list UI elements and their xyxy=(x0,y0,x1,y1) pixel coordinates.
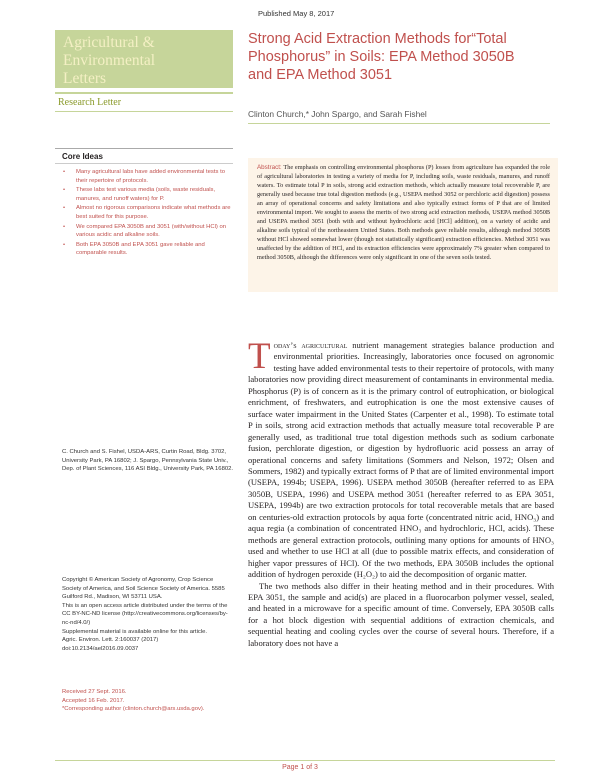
copyright-block xyxy=(62,576,234,653)
bullet-icon: • xyxy=(63,223,66,230)
footer-divider xyxy=(55,760,555,761)
article-title xyxy=(248,30,568,84)
section-label: Research Letter xyxy=(58,97,122,108)
drop-cap: T xyxy=(248,336,271,377)
core-idea-text: Almost no rigorous comparisons indicate what methods are best suited for this purpose. xyxy=(76,205,231,220)
body-paragraph: The two methods also differ in their heating method and in their procedures. With EPA 3051, the sample and acid(s) are placed in a fluorocarbon polymer vessel, sealed, and heated in a microwave for a specific amount of time. Conversely, EPA 3050B calls for a hot block digestion with sequential additions of extraction chemicals, and sequential heating and cooling cycles over the course of several hours. Therefore, if a laboratory does not have a xyxy=(248,580,554,648)
journal-name xyxy=(63,34,155,88)
doi: doi:10.2134/ael2016.09.0037 xyxy=(62,645,139,652)
core-idea-item xyxy=(62,186,232,203)
bullet-icon: • xyxy=(63,205,66,212)
core-idea-text: We compared EPA 3050B and 3051 (with/without HCl) on various acidic and alkaline soils. xyxy=(76,223,227,239)
license-notice: This is an open access article distributed under the terms of the CC BY-NC-ND license (http://creativecommons.org/licenses/by-nc-nd/4.0/) xyxy=(62,602,228,626)
core-idea-text: These labs test various media (soils, waste residuals, manures, and runoff waters) for P. xyxy=(76,187,216,202)
core-idea-text: Both EPA 3050B and EPA 3051 gave reliable and comparable results. xyxy=(76,241,205,257)
title-line: and EPA Method 3051 xyxy=(248,67,393,83)
received-date: Received 27 Sept. 2016. xyxy=(62,689,127,695)
author-affiliations: C. Church and S. Fishel, USDA-ARS, Curtin Road, Bldg. 3702, University Park, PA 16802; J. Spargo, Pennsylvania State Univ., Dep. of Plant Sciences, 116 ASI Bldg., University Park, PA 16802. xyxy=(62,449,234,472)
body-text xyxy=(248,336,555,649)
core-idea-item xyxy=(62,204,232,221)
corresponding-author: *Corresponding author (clinton.church@ars.usda.gov). xyxy=(62,706,205,712)
section-divider xyxy=(55,111,233,112)
journal-name-line: Letters xyxy=(63,70,107,87)
lead-in: oday’s agricultural xyxy=(273,340,348,350)
core-ideas-list xyxy=(62,168,232,259)
core-idea-text: Many agricultural labs have added environmental tests to their repertoire of protocols. xyxy=(76,169,225,184)
article-dates xyxy=(62,688,242,714)
core-ideas-rule xyxy=(55,163,233,164)
core-idea-item xyxy=(62,223,232,240)
core-ideas-title: Core Ideas xyxy=(62,152,103,161)
accepted-date: Accepted 16 Feb. 2017. xyxy=(62,697,125,704)
abstract xyxy=(257,164,550,262)
page-number: Page 1 of 3 xyxy=(282,764,318,771)
core-idea-item xyxy=(62,168,232,185)
body-paragraph xyxy=(248,336,555,581)
journal-name-line: Environmental xyxy=(63,52,156,69)
bullet-icon: • xyxy=(63,169,66,175)
supplemental-notice: Supplemental material is available online for this article. xyxy=(62,628,208,635)
journal-divider xyxy=(55,92,233,94)
copyright-notice: Copyright © American Society of Agronomy, Crop Science Society of America, and Soil Science Society of America. 5585 Guilford Rd., Madison, WI 53711 USA. xyxy=(62,577,225,601)
title-line: Phosphorus” in Soils: EPA Method 3050B xyxy=(248,49,515,65)
abstract-label: Abstract: xyxy=(257,164,282,171)
paragraph-text: nutrient management strategies balance production and environmental priorities. Increasingly, laboratories once focused on agronomic testing have added environmental tests to their repertoire of protocols, with many laboratories now providing direct measurement of contaminants in environmental media. Phosphorus (P) is of concern as it is the primary control of eutrophication, or biological enrichment, of freshwaters, and eutrophication is one the most extensive causes of surface water impairment in the United States (Carpenter et al., 1998). To estimate total P in soils, strong acid extraction methods that actually measure total recoverable P are generally used, as traditional true total digestion methods such as sodium carbonate fusion, perchlorate digestion, or digestion by hydrofluoric acid possess an array of operational concerns and safety limitations (Sommers and Nelson, 1972; Olsen and Sommers, 1982) and typically extract forms of P that are of limited environmental import (USEPA, 1994b; USEPA, 1996). USEPA method 3050B (hereafter referred to as EPA 3050B, USEPA, 1996) and USEPA method 3051 (hereafter referred to as EPA 3051, USEPA, 1994b) are two extraction protocols for total recoverable metals that are based on centuries-old extraction protocols by aqua forte (concentrated nitric acid, HNO₃) and aqua regia (a combination of concentrated HNO₃ and hydrochloric, HCl, acids). These methods are general extraction protocols, outlining many options for amounts of HNO₃ used and whether to use HCl at all (due to possible matrix effects, and consideration of higher vapor pressures of HCl). Of the two methods, EPA 3050B includes the optional addition of hydrogen peroxide (H₂O₂) to aid the decomposition of organic matter. xyxy=(248,340,555,580)
journal-name-line: Agricultural & xyxy=(63,34,155,51)
bullet-icon: • xyxy=(63,187,66,194)
author-list: Clinton Church,* John Spargo, and Sarah Fishel xyxy=(248,109,427,119)
citation: Agric. Environ. Lett. 2:160037 (2017) xyxy=(62,637,159,644)
title-line: Strong Acid Extraction Methods for“Total xyxy=(248,31,507,47)
published-date: Published May 8, 2017 xyxy=(258,9,335,18)
core-ideas-top-rule xyxy=(55,148,233,149)
core-idea-item xyxy=(62,241,232,258)
journal-banner xyxy=(55,30,233,88)
abstract-text: The emphasis on controlling environmental phosphorus (P) losses from agriculture has expanded the role of agricultural laboratories in testing a variety of media for P, including soils, waste residuals, manures, and runoff waters. To estimate total P in soils, strong acid extraction methods, which actually measure total recoverable P, are generally used because true total digestion methods (e.g., USEPA method 3052 or perchloric acid digestion) possess an array of operational concerns and safety limitations and also typically extract forms of P that are of limited environmental import. We sought to assess the merits of two strong acid extraction methods, USEPA method 3050B and USEPA method 3051 (both with and without hydrochloric acid [HCl] addition), on a variety of acidic and alkaline soils typical of the northeastern United States. Both methods gave reliable results, although method 3050B without HCl showed somewhat lower (though not statistically significant) extraction efficiencies. Method 3051 was unaffected by the addition of HCl, and its extraction efficiencies were approximately 7% greater when compared to method 3050B, although the differences were only significant in one of the seven soils tested. xyxy=(257,164,551,261)
title-divider xyxy=(248,123,550,124)
bullet-icon: • xyxy=(63,241,66,248)
